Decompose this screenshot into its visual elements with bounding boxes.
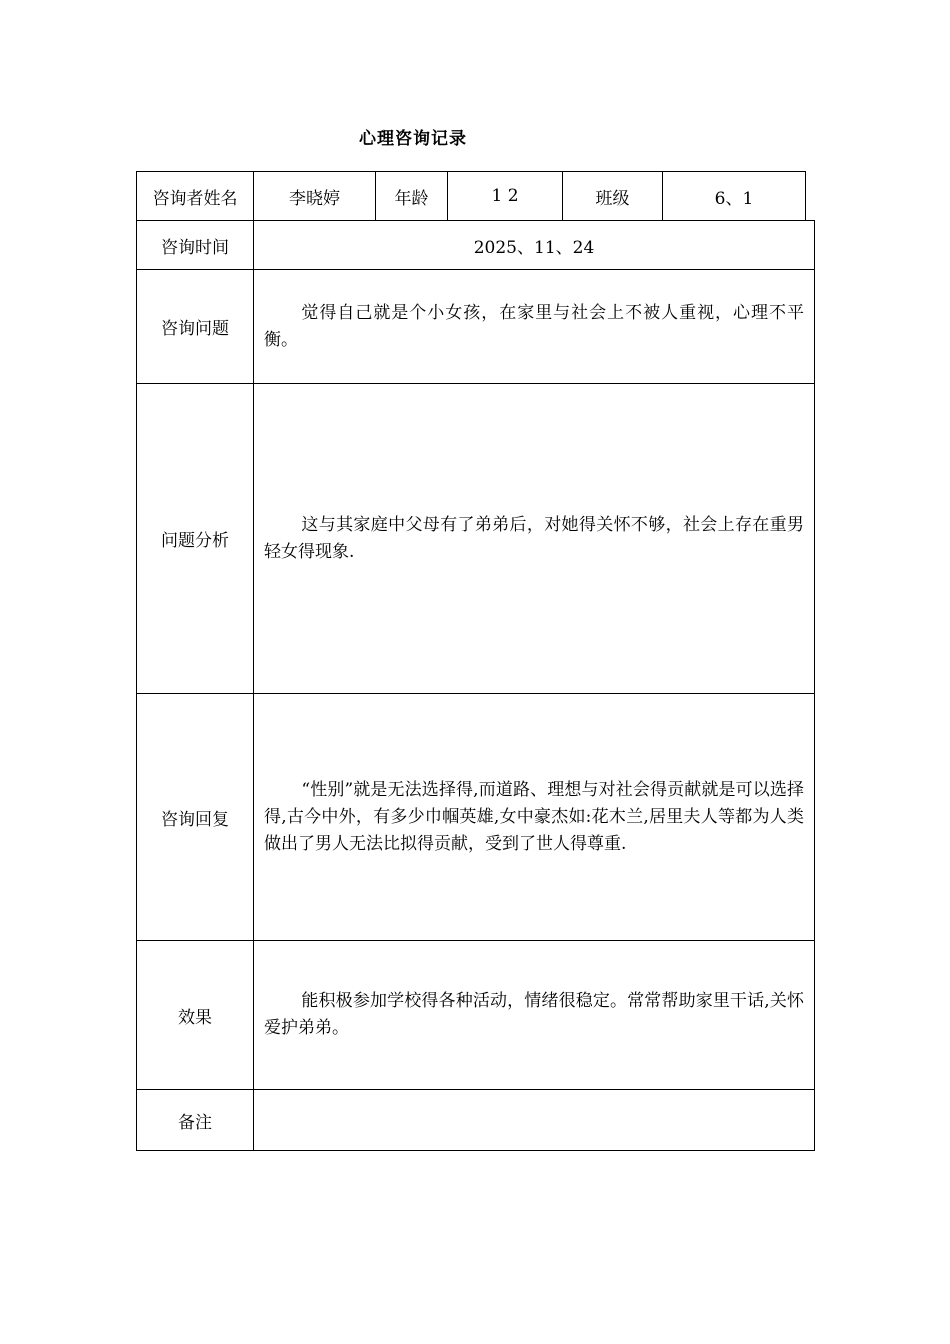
effect-value-cell — [253, 940, 815, 1090]
effect-text: 能积极参加学校得各种活动，情绪很稳定。常常帮助家里干话,关怀爱护弟弟。 — [264, 991, 804, 1038]
reply-label-cell — [136, 693, 254, 941]
analysis-label: 问题分析 — [161, 531, 229, 551]
age-value-cell — [447, 171, 563, 221]
age-label: 年龄 — [394, 188, 429, 209]
reply-label: 咨询回复 — [161, 809, 229, 830]
problem-text: 觉得自己就是个小女孩，在家里与社会上不被人重视，心理不平衡。 — [264, 302, 804, 350]
time-label: 咨询时间 — [161, 237, 229, 258]
problem-label-cell — [136, 269, 254, 384]
reply-text: “性别”就是无法选择得,而道路、理想与对社会得贡献就是可以选择得,古今中外，有多少巾帼英雄,女中豪杰如:花木兰,居里夫人等都为人类做出了男人无法比拟得贡献，受到了世人得尊重. — [264, 779, 804, 854]
age-label-cell — [375, 171, 448, 221]
analysis-value-cell — [253, 383, 815, 694]
analysis-text: 这与其家庭中父母有了弟弟后，对她得关怀不够，社会上存在重男轻女得现象. — [264, 514, 804, 562]
notes-value-cell — [253, 1089, 815, 1151]
name-label: 咨询者姓名 — [152, 188, 238, 209]
document-title: 心理咨询记录 — [359, 129, 467, 149]
class-value-cell — [662, 171, 806, 221]
problem-label: 咨询问题 — [161, 319, 229, 339]
time-label-cell — [136, 220, 254, 270]
effect-label: 效果 — [178, 1007, 212, 1028]
name-value-cell — [253, 171, 376, 221]
class-label-cell — [562, 171, 663, 221]
name-label-cell — [136, 171, 254, 221]
time-value: 2025、11、24 — [473, 237, 595, 258]
name-value: 李晓婷 — [289, 188, 340, 209]
analysis-label-cell — [136, 383, 254, 694]
notes-label-cell — [136, 1089, 254, 1151]
notes-label: 备注 — [178, 1112, 212, 1133]
class-label: 班级 — [595, 188, 630, 209]
class-value: 6、1 — [714, 188, 754, 209]
problem-value-cell — [253, 269, 815, 384]
effect-label-cell — [136, 940, 254, 1090]
time-value-cell — [253, 220, 815, 270]
reply-value-cell — [253, 693, 815, 941]
age-value: 1 2 — [491, 186, 519, 206]
